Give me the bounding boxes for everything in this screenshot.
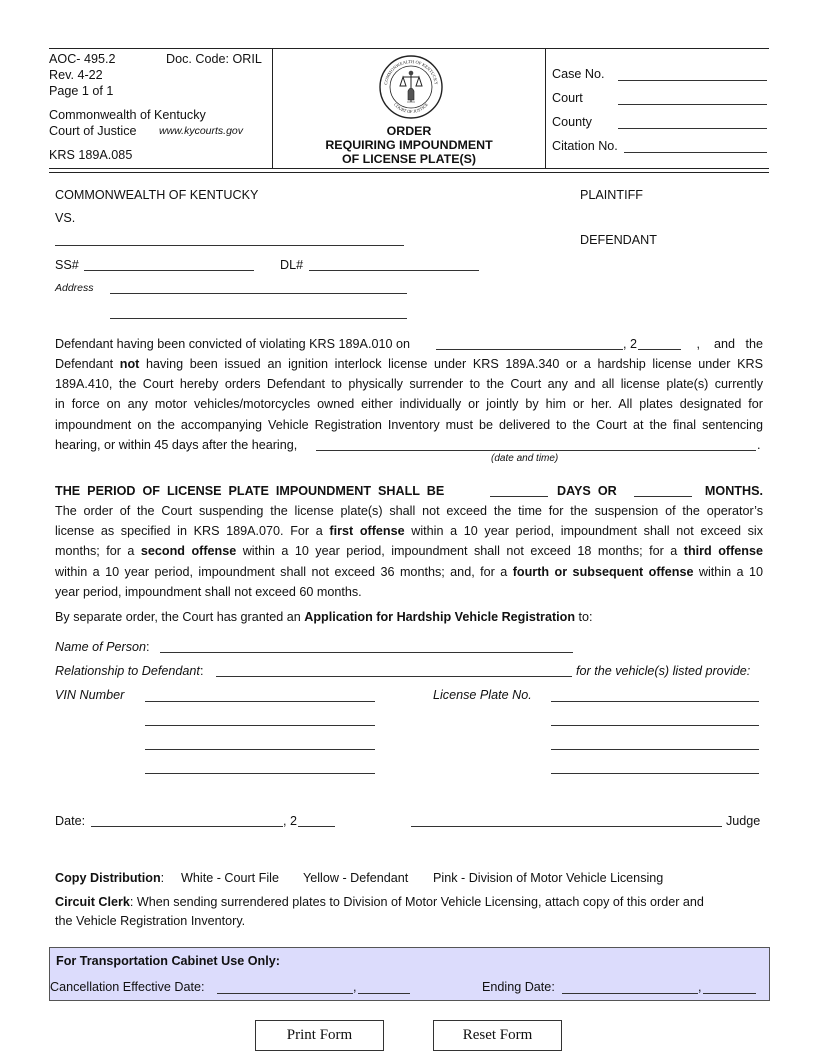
court-of-justice-label: Court of Justice	[49, 124, 137, 138]
conviction-date-field[interactable]	[436, 349, 623, 350]
p1-line1-text: Defendant having been convicted of violating KRS 189A.010 on	[55, 337, 410, 351]
court-seal-icon	[379, 55, 443, 119]
paragraph-1-body	[55, 354, 763, 435]
copy-distribution-colon: :	[160, 871, 165, 885]
p1-line2-a: Defendant	[55, 357, 120, 371]
vin-field-4[interactable]	[145, 773, 375, 774]
header-bottom-rule-1	[49, 168, 769, 169]
p1-not: not	[119, 357, 140, 371]
plate-field-3[interactable]	[551, 749, 759, 750]
header-top-rule	[49, 48, 769, 49]
hardship-intro	[55, 610, 593, 624]
transport-heading: For Transportation Cabinet Use Only:	[56, 954, 280, 968]
p1-line1-end: , and the	[696, 337, 763, 351]
p1-line2-b: having been issued an ignition interlock license under KRS 189A.340 or a hardship license under KRS	[139, 357, 763, 371]
vin-field-3[interactable]	[145, 749, 375, 750]
sign-year-prefix: , 2	[283, 814, 298, 828]
header-bottom-rule-2	[49, 172, 769, 173]
months-label: MONTHS.	[704, 484, 763, 498]
versus-label: VS.	[55, 211, 76, 225]
date-label: Date:	[55, 814, 86, 828]
circuit-clerk-label: Circuit Clerk	[55, 895, 130, 909]
website: www.kycourts.gov	[159, 125, 244, 137]
name-of-person-field[interactable]	[160, 652, 573, 653]
p3-second-offense: second offense	[140, 544, 237, 559]
p3-line4-a: within a 10 year period, impoundment shall not exceed 36 months; and, for a	[55, 564, 513, 579]
judge-label: Judge	[726, 814, 761, 828]
judge-signature-field[interactable]	[411, 826, 722, 827]
page-number: Page 1 of 1	[49, 84, 114, 98]
dl-field[interactable]	[309, 270, 479, 271]
paragraph-3-body	[55, 501, 763, 602]
address-line-1[interactable]	[110, 293, 407, 294]
dl-label: DL#	[280, 258, 304, 272]
title-order: ORDER	[386, 124, 432, 138]
citation-field[interactable]	[624, 152, 767, 153]
plaintiff-label: PLAINTIFF	[580, 188, 643, 202]
relationship-text: Relationship to Defendant	[55, 664, 200, 678]
ending-date-field[interactable]	[562, 993, 698, 994]
ending-year-field[interactable]	[703, 993, 756, 994]
commonwealth-label: Commonwealth of Kentucky	[49, 108, 206, 122]
license-plate-label: License Plate No.	[433, 688, 532, 702]
p3-line3-c: within a 10 year period, impoundment shall not exceed 18 months; for a	[236, 544, 684, 559]
days-or-label: DAYS OR	[557, 484, 617, 498]
plate-field-2[interactable]	[551, 725, 759, 726]
relationship-field[interactable]	[216, 676, 572, 677]
address-line-2[interactable]	[110, 318, 407, 319]
print-form-button[interactable]: Print Form	[255, 1020, 384, 1051]
dist-pink: Pink - Division of Motor Vehicle Licensing	[433, 871, 664, 885]
dist-yellow: Yellow - Defendant	[303, 871, 409, 885]
p3-line3-a: months; for a	[55, 544, 141, 559]
title-license-plates: OF LICENSE PLATE(S)	[341, 152, 476, 166]
p3-line4-c: within a 10	[693, 564, 763, 579]
conviction-year-field[interactable]	[638, 349, 681, 350]
case-no-field[interactable]	[618, 80, 767, 81]
vin-field-2[interactable]	[145, 725, 375, 726]
p3-line1: The order of the Court suspending the license plate(s) shall not exceed the time for the suspension of the operator’s	[55, 504, 763, 518]
days-field[interactable]	[490, 496, 548, 497]
ending-date-label: Ending Date:	[482, 980, 555, 994]
plate-field-4[interactable]	[551, 773, 759, 774]
address-label: Address	[55, 282, 94, 294]
p4-c: to:	[575, 610, 593, 624]
relationship-label	[55, 664, 203, 678]
county-field[interactable]	[618, 128, 767, 129]
reset-form-button[interactable]: Reset Form	[433, 1020, 562, 1051]
header-divider-right	[545, 48, 546, 168]
impoundment-period-text: THE PERIOD OF LICENSE PLATE IMPOUNDMENT SHALL BE	[55, 484, 445, 498]
dist-white: White - Court File	[181, 871, 279, 885]
doc-code: Doc. Code: ORIL	[166, 52, 262, 66]
p3-line5: year period, impoundment shall not exceed 60 months.	[55, 584, 362, 599]
hearing-date-time-field[interactable]	[316, 450, 756, 451]
case-no-label: Case No.	[552, 67, 605, 81]
p1-line5: impoundment on the accompanying Vehicle Registration Inventory must be delivered to the Court at the final sentencing	[55, 417, 763, 432]
plate-field-1[interactable]	[551, 701, 759, 702]
form-number: AOC- 495.2	[49, 52, 116, 66]
name-of-person-text: Name of Person	[55, 640, 146, 654]
copy-distribution	[55, 871, 164, 885]
vin-label: VIN Number	[55, 688, 125, 702]
cancellation-date-field[interactable]	[217, 993, 353, 994]
defendant-name-field[interactable]	[55, 245, 404, 246]
defendant-label: DEFENDANT	[580, 233, 657, 247]
court-label: Court	[552, 91, 583, 105]
sign-year-field[interactable]	[298, 826, 335, 827]
seal-bottom-text: COURT OF JUSTICE	[392, 101, 430, 115]
vehicles-listed-label: for the vehicle(s) listed provide:	[576, 664, 751, 678]
name-colon: :	[146, 640, 150, 654]
circuit-clerk-line1	[55, 895, 704, 909]
statute: KRS 189A.085	[49, 148, 133, 162]
p4-a: By separate order, the Court has granted an	[55, 610, 305, 624]
p4-hardship-title: Application for Hardship Vehicle Registration	[304, 610, 576, 624]
p3-third-offense: third offense	[683, 544, 763, 559]
p3-line2-c: within a 10 year period, impoundment shall not exceed six	[404, 524, 764, 539]
circuit-clerk-line2: the Vehicle Registration Inventory.	[55, 914, 246, 928]
relationship-colon: :	[199, 664, 204, 678]
transportation-cabinet-box	[49, 947, 770, 1001]
cancellation-year-field[interactable]	[358, 993, 410, 994]
plaintiff-name: COMMONWEALTH OF KENTUCKY	[55, 188, 259, 202]
p1-line4: in force on any motor vehicles/motorcycles owned either individually or jointly by him or her. All plates designated for	[55, 397, 763, 412]
ss-field[interactable]	[84, 270, 254, 271]
p1-period: .	[757, 438, 761, 452]
ending-comma: ,	[698, 980, 702, 994]
county-label: County	[552, 115, 592, 129]
circuit-clerk-text: : When sending surrendered plates to Division of Motor Vehicle Licensing, attach copy of this order and	[129, 895, 704, 909]
p3-fourth-offense: fourth or subsequent offense	[512, 564, 694, 579]
citation-label: Citation No.	[552, 139, 618, 153]
seal-top-text: COMMONWEALTH OF KENTUCKY	[383, 58, 439, 86]
vin-field-1[interactable]	[145, 701, 375, 702]
p3-line2-a: license as specified in KRS 189A.070. For a	[55, 524, 330, 539]
name-of-person-label	[55, 640, 150, 654]
p1-line3: 189A.410, the Court hereby orders Defendant to physically surrender to the Court any and all license plate(s) currently	[55, 377, 763, 392]
cancellation-comma: ,	[353, 980, 357, 994]
sign-date-field[interactable]	[91, 826, 283, 827]
copy-distribution-label: Copy Distribution	[55, 871, 161, 885]
months-field[interactable]	[634, 496, 692, 497]
date-time-caption: (date and time)	[491, 453, 559, 464]
ss-label: SS#	[55, 258, 79, 272]
p1-year-prefix: , 2	[623, 337, 638, 351]
p3-first-offense: first offense	[329, 524, 405, 539]
revision: Rev. 4-22	[49, 68, 103, 82]
title-requiring-impoundment: REQUIRING IMPOUNDMENT	[325, 138, 493, 152]
court-field[interactable]	[618, 104, 767, 105]
p1-line6: hearing, or within 45 days after the hearing,	[55, 438, 298, 452]
cancellation-label: Cancellation Effective Date:	[50, 980, 205, 994]
